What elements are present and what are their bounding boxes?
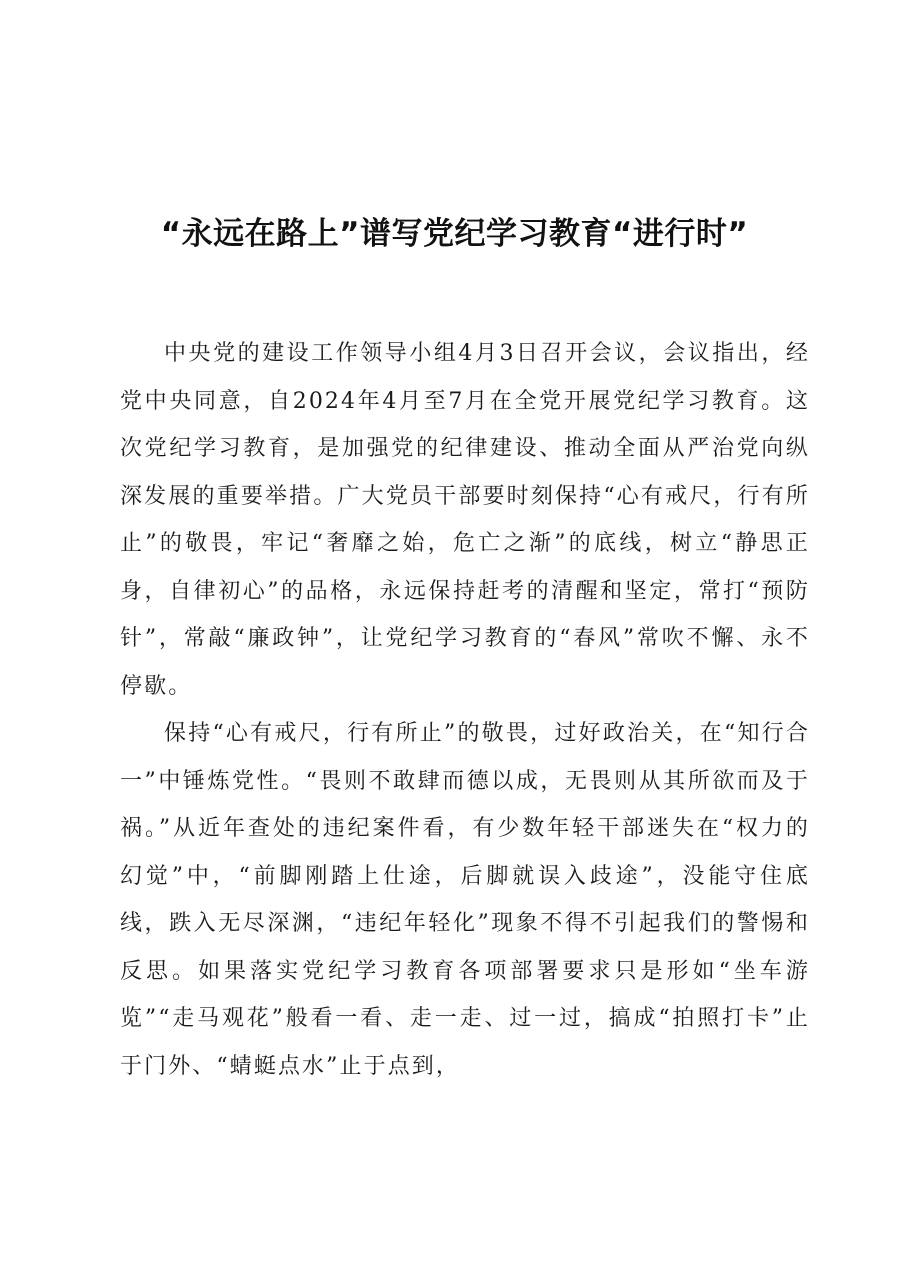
paragraph-1: 中央党的建设工作领导小组4月3日召开会议，会议指出，经党中央同意，自2024年4月至7月在全党开展党纪学习教育。这次党纪学习教育，是加强党的纪律建设、推动全面从严治党向纵深发展的重要举措。广大党员干部要时刻保持“心有戒尺，行有所止”的敬畏，牢记“奢靡之始，危亡之渐”的底线，树立“静思正身，自律初心”的品格，永远保持赶考的清醒和坚定，常打“预防针”，常敲“廉政钟”，让党纪学习教育的“春风”常吹不懈、永不停歇。 bbox=[120, 341, 810, 699]
document-body bbox=[120, 330, 810, 1090]
document-title: “永远在路上”谱写党纪学习教育“进行时” bbox=[160, 215, 749, 252]
paragraph-2: 保持“心有戒尺，行有所止”的敬畏，过好政治关，在“知行合一”中锤炼党性。“畏则不敢肆而德以成，无畏则从其所欲而及于祸。”从近年查处的违纪案件看，有少数年轻干部迷失在“权力的幻觉”中，“前脚刚踏上仕途，后脚就误入歧途”，没能守住底线，跌入无尽深渊，“违纪年轻化”现象不得不引起我们的警惕和反思。如果落实党纪学习教育各项部署要求只是形如“坐车游览”“走马观花”般看一看、走一走、过一过，搞成“拍照打卡”止于门外、“蜻蜓点水”止于点到， bbox=[120, 721, 810, 1079]
